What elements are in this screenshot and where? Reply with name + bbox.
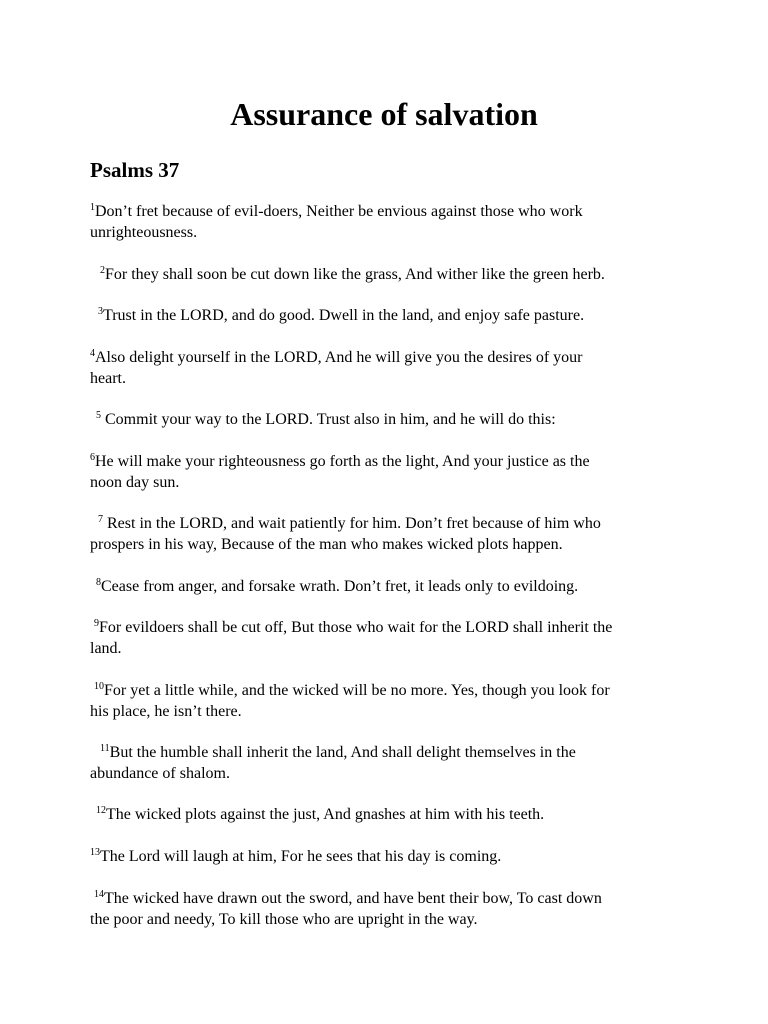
verse-text: abundance of shalom. xyxy=(90,765,230,782)
verse-line xyxy=(90,451,670,472)
verse-text: the poor and needy, To kill those who are upright in the way. xyxy=(90,911,478,928)
verse-text: For they shall soon be cut down like the grass, And wither like the green herb. xyxy=(105,266,605,283)
verse-number: 4 xyxy=(90,348,95,359)
verse-number: 8 xyxy=(96,577,101,588)
verse-line xyxy=(100,264,680,285)
verse-text: his place, he isn’t there. xyxy=(90,703,242,720)
verse-12 xyxy=(96,804,676,825)
verse-text: Don’t fret because of evil-doers, Neither be envious against those who work xyxy=(95,203,583,220)
verse-text: noon day sun. xyxy=(90,474,180,491)
verse-text: land. xyxy=(90,640,122,657)
verse-text: prospers in his way, Because of the man who makes wicked plots happen. xyxy=(90,536,563,553)
chapter-heading: Psalms 37 xyxy=(90,158,180,182)
verse-3 xyxy=(98,305,678,326)
verse-text: unrighteousness. xyxy=(90,224,198,241)
verse-8 xyxy=(96,576,676,597)
verse-7 xyxy=(90,513,670,555)
document-title: Assurance of salvation xyxy=(230,96,538,132)
verse-line xyxy=(96,409,676,430)
verse-line xyxy=(90,513,670,534)
verse-line xyxy=(96,576,676,597)
verse-text: He will make your righteousness go forth as the light, And your justice as the xyxy=(95,453,590,470)
verse-number: 11 xyxy=(100,743,110,754)
verse-line xyxy=(90,201,670,222)
verse-5 xyxy=(96,409,676,430)
verse-9 xyxy=(90,617,670,659)
verse-text: Commit your way to the LORD. Trust also in him, and he will do this: xyxy=(101,411,556,428)
verse-number: 9 xyxy=(94,618,99,629)
verse-4 xyxy=(90,347,670,389)
verse-line xyxy=(90,680,670,701)
verse-number: 5 xyxy=(96,410,101,421)
verse-11 xyxy=(90,742,670,784)
verse-10 xyxy=(90,680,670,722)
verse-number: 13 xyxy=(90,847,100,858)
verse-number: 12 xyxy=(96,805,106,816)
verse-text: The Lord will laugh at him, For he sees that his day is coming. xyxy=(100,848,502,865)
verse-line xyxy=(90,617,670,638)
verse-line xyxy=(96,804,676,825)
verse-text: Rest in the LORD, and wait patiently for him. Don’t fret because of him who xyxy=(103,515,601,532)
verse-14 xyxy=(90,888,670,930)
verse-text: For evildoers shall be cut off, But those who wait for the LORD shall inherit the xyxy=(99,619,613,636)
verse-line xyxy=(90,846,670,867)
verse-6 xyxy=(90,451,670,493)
verse-13 xyxy=(90,846,670,867)
verse-text: For yet a little while, and the wicked will be no more. Yes, though you look for xyxy=(104,682,610,699)
verse-2 xyxy=(100,264,680,285)
verse-number: 3 xyxy=(98,306,103,317)
verse-1 xyxy=(90,201,670,243)
verse-number: 7 xyxy=(98,514,103,525)
verse-number: 10 xyxy=(94,681,104,692)
verse-text: The wicked plots against the just, And gnashes at him with his teeth. xyxy=(106,806,545,823)
verse-number: 2 xyxy=(100,265,105,276)
verse-line xyxy=(90,888,670,909)
verse-text: Trust in the LORD, and do good. Dwell in the land, and enjoy safe pasture. xyxy=(103,307,585,324)
verse-line xyxy=(90,347,670,368)
verse-number: 6 xyxy=(90,452,95,463)
verse-text: Cease from anger, and forsake wrath. Don’t fret, it leads only to evildoing. xyxy=(101,578,579,595)
verse-text: But the humble shall inherit the land, And shall delight themselves in the xyxy=(109,744,576,761)
verse-text: Also delight yourself in the LORD, And he will give you the desires of your xyxy=(95,349,583,366)
verse-number: 1 xyxy=(90,202,95,213)
verse-number: 14 xyxy=(94,889,104,900)
verse-text: heart. xyxy=(90,370,126,387)
verse-line xyxy=(98,305,678,326)
verse-text: The wicked have drawn out the sword, and have bent their bow, To cast down xyxy=(104,890,602,907)
verse-line xyxy=(90,742,670,763)
